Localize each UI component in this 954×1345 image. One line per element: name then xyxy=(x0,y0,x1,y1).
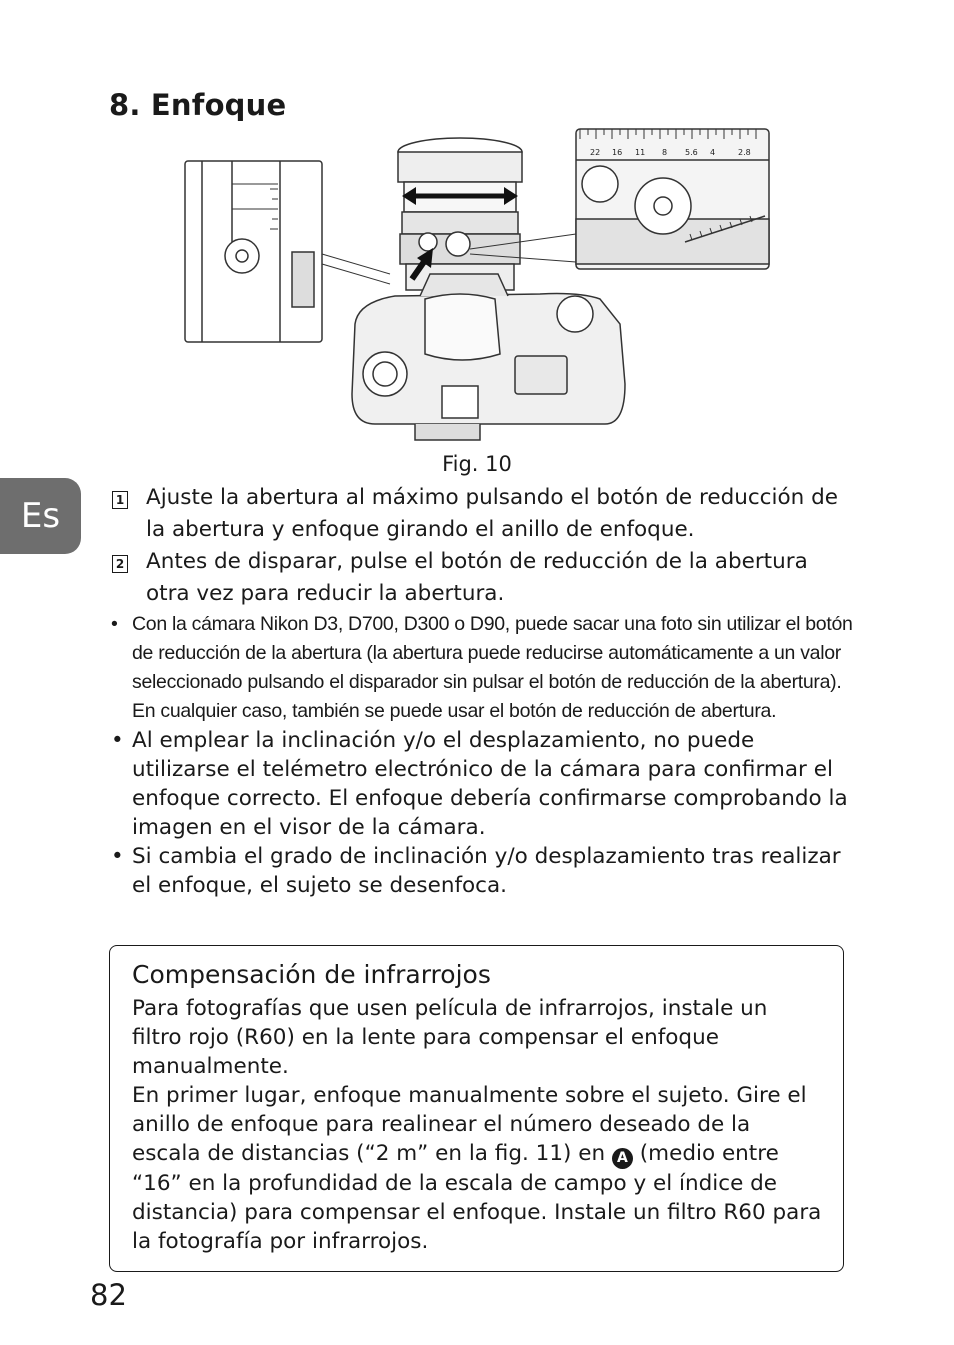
section-heading: 8. Enfoque xyxy=(109,88,287,122)
bullet-item: • Al emplear la inclinación y/o el desplazamiento, no puede utilizarse el telémetro electrónico de la cámara para confirmar el enfoque correcto. El enfoque debería confirmarse comprobando la imagen en el visor de la cámara. xyxy=(109,726,854,842)
step-item xyxy=(109,546,849,610)
infrared-note-box xyxy=(109,945,844,1272)
bullet-item: • Si cambia el grado de inclinación y/o desplazamiento tras realizar el enfoque, el sujeto se desenfoca. xyxy=(109,842,854,900)
note-body xyxy=(132,994,822,1256)
figure-drawing xyxy=(180,124,780,454)
bullet-item: • Con la cámara Nikon D3, D700, D300 o D90, puede sacar una foto sin utilizar el botón de reducción de la abertura (la abertura puede reducirse automáticamente a un valor seleccionado pulsando el disparador sin pulsar el botón de reducción de la abertura). En cualquier caso, también se puede usar el botón de reducción de abertura. xyxy=(109,610,854,726)
figure-caption: Fig. 10 xyxy=(442,452,512,476)
note-paragraph: Para fotografías que usen película de infrarrojos, instale un filtro rojo (R60) en la lente para compensar el enfoque manualmente. xyxy=(132,996,768,1079)
notes-list xyxy=(109,610,854,900)
scale-label: 16 xyxy=(612,148,623,157)
scale-label: 8 xyxy=(662,148,668,157)
scale-label: 22 xyxy=(590,148,601,157)
step-number: 1 xyxy=(112,491,128,509)
scale-label: 5.6 xyxy=(685,148,698,157)
step-text: Antes de disparar, pulse el botón de reducción de la abertura otra vez para reducir la abertura. xyxy=(146,549,808,606)
scale-label: 11 xyxy=(635,148,646,157)
note-text: En primer lugar, enfoque manualmente sobre el sujeto. Gire el anillo de enfoque para realinear el número deseado de la escala de distancias (“2 m” en la fig. 11) en xyxy=(132,1083,807,1166)
scale-label: 4 xyxy=(710,148,716,157)
lens-camera-illustration xyxy=(180,124,780,454)
note-title: Compensación de infrarrojos xyxy=(132,960,491,989)
step-number: 2 xyxy=(112,555,128,573)
scale-label: 2.8 xyxy=(738,148,751,157)
step-item xyxy=(109,482,849,546)
language-tab: Es xyxy=(0,478,81,554)
note-text: (medio entre “16” en la profundidad de la escala de campo y el índice de distancia) para compensar el enfoque. Instale un filtro R60 para la fotografía por infrarrojos. xyxy=(132,1141,822,1254)
step-text: Ajuste la abertura al máximo pulsando el botón de reducción de la abertura y enfoque girando el anillo de enfoque. xyxy=(146,485,838,542)
note-paragraph xyxy=(132,1081,822,1256)
page-number: 82 xyxy=(90,1278,127,1312)
steps-list xyxy=(109,482,849,610)
marker-a-icon: A xyxy=(612,1148,633,1169)
